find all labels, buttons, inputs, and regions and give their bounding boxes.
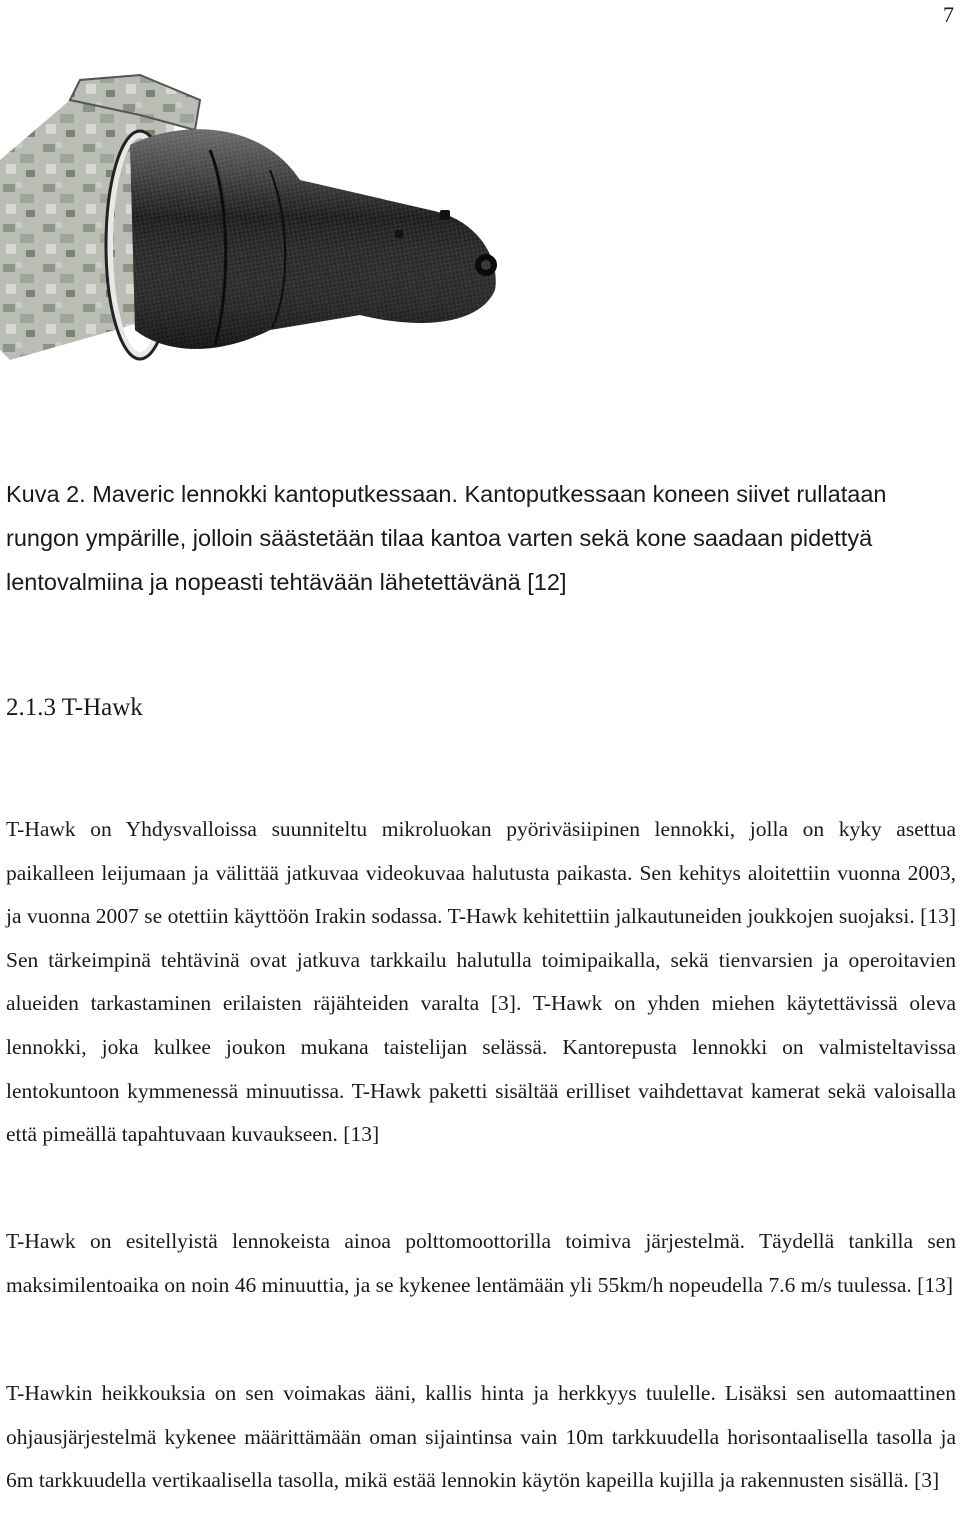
page-number: 7	[943, 2, 954, 27]
body-paragraph: T-Hawkin heikkouksia on sen voimakas ääni, kallis hinta ja herkkyys tuulelle. Lisäksi sen automaattinen ohjausjärjestelmä kykenee määrittämään oman sijaintinsa vain 10m tarkkuudella horisontaalisella tasolla ja 6m tarkkuudella vertikaalisella tasolla, mikä estää lennokin käytön kapeilla kujilla ja rakennusten sisällä. [3]	[6, 1381, 956, 1493]
body-paragraph: T-Hawk on esitellyistä lennokeista ainoa polttomoottorilla toimiva järjestelmä. Täydellä tankilla sen maksimilentoaika on noin 46 minuuttia, ja se kykenee lentämään yli 55km/h nopeudella 7.6 m/s tuulessa. [13]	[6, 1229, 956, 1297]
figure-caption: Kuva 2. Maveric lennokki kantoputkessaan. Kantoputkessaan koneen siivet rullataan rungon ympärille, jolloin säästetään tilaa kantoa varten sekä kone saadaan pidettyä lentovalmiina ja nopeasti tehtävään lähetettävänä [12]	[6, 481, 887, 595]
drone-in-tube-photo	[0, 60, 520, 390]
body-paragraph: T-Hawk on Yhdysvalloissa suunniteltu mikroluokan pyöriväsiipinen lennokki, jolla on kyky asettua paikalleen leijumaan ja välittää jatkuvaa videokuvaa halutusta paikasta. Sen kehitys aloitettiin vuonna 2003, ja vuonna 2007 se otettiin käyttöön Irakin sodassa. T-Hawk kehitettiin jalkautuneiden joukkojen suojaksi. [13] Sen tärkeimpinä tehtävinä ovat jatkuva tarkkailu halutulla toimipaikalla, sekä tienvarsien ja operoitavien alueiden tarkastaminen erilaisten räjähteiden varalta [3]. T-Hawk on yhden miehen käytettävissä oleva lennokki, joka kulkee joukon mukana taistelijan selässä. Kantorepusta lennokki on valmisteltavissa lentokuntoon kymmenessä minuutissa. T-Hawk paketti sisältää erilliset vaihdettavat kamerat sekä valoisalla että pimeällä tapahtuvaan kuvaukseen. [13]	[6, 817, 956, 1147]
section-heading: 2.1.3 T-Hawk	[6, 694, 143, 721]
